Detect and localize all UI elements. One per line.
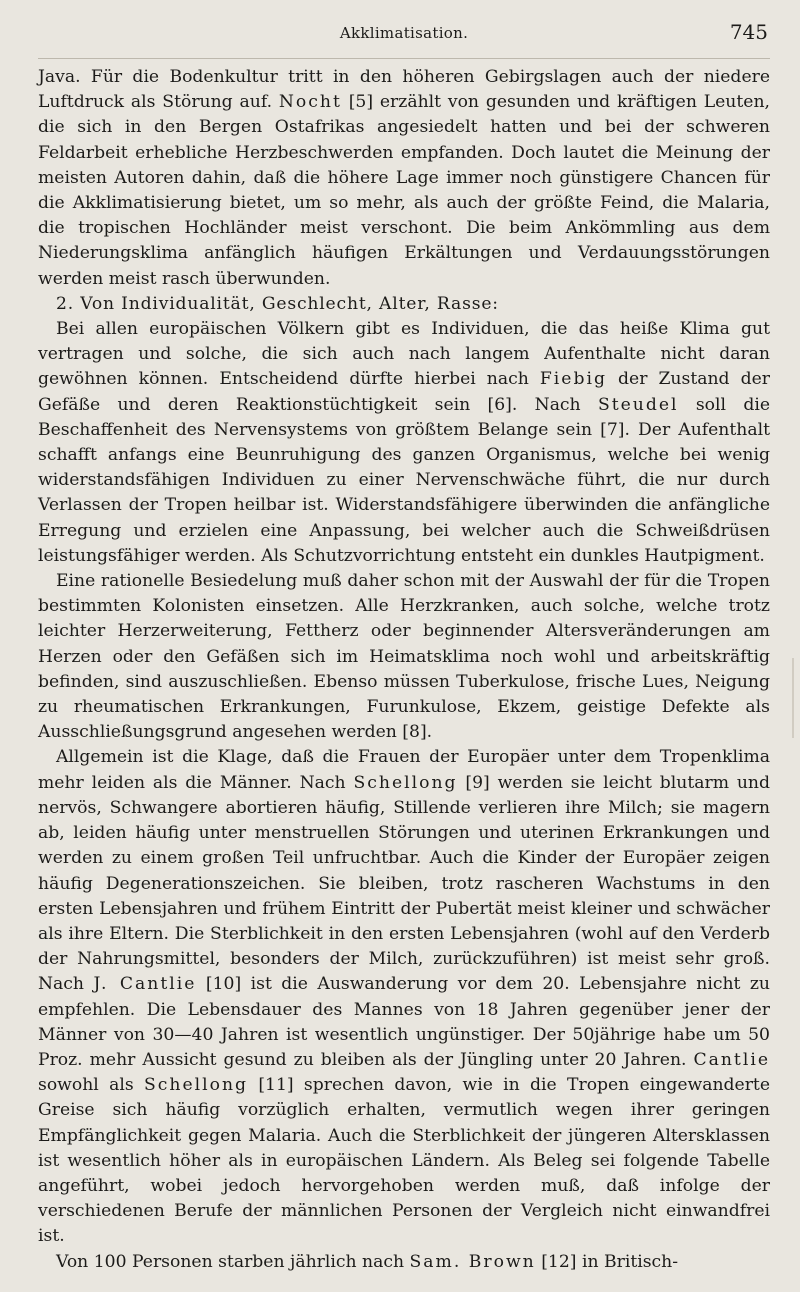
text-run: [5] erzählt von gesunden und kräftigen Leuten, die sich in den Bergen Ostafrikas angesiedelt hatten und bei der schweren Feldarbeit erhebliche Herzbeschwerden empfanden. Doch lautet die Meinung der meisten Autoren dahin, daß die höhere Lage immer noch günstigere Chancen für die Akklimatisierung bietet, um so mehr, als auch der größte Feind, die Malaria, die tropischen Hochländer meist verschont. Die beim Ankömmling aus dem Niederungsklima anfänglich häufigen Erkältungen und Verdauungsstörungen werden meist rasch überwunden.	[38, 92, 770, 289]
text-run: [12] in Britisch-	[535, 1251, 679, 1272]
book-page	[0, 18, 800, 1292]
text-run: soll die Beschaffenheit des Nervensystems von größtem Belange sein [7]. Der Aufenthalt schafft anfangs eine Beunruhigung des ganzen Organismus, welche bei wenig widerstandsfähigen Individuen zu einer Nervenschwäche führt, die nur durch Verlassen der Tropen heilbar ist. Widerstandsfähigere überwinden die anfängliche Erregung und erzielen eine Anpassung, bei welcher auch die Schweißdrüsen leistungsfähiger werden. Als Schutzvorrichtung entsteht ein dunkles Hautpigment.	[38, 394, 771, 566]
body-text	[38, 65, 770, 1275]
paragraph-colonist-selection	[38, 569, 770, 745]
text-run: [11] sprechen davon, wie in die Tropen eingewanderte Greise sich häufig vorzüglich erhalten, vermutlich wegen ihrer geringen Empfänglichkeit gegen Malaria. Auch die Sterblichkeit der jüngeren Altersklassen ist wesentlich höher als in europäischen Ländern. Als Beleg sei folgende Tabelle angeführt, wobei jedoch hervorgehoben werden muß, daß infolge der verschiedenen Berufe der männlichen Personen der Vergleich nicht einwandfrei ist.	[38, 1075, 770, 1247]
author-name: J. Cantlie	[93, 974, 197, 995]
author-name: Schellong	[143, 1075, 249, 1096]
text-run: Java. Für die Bodenkultur tritt in den höheren Gebirgslagen auch der niedere Luftdruck als Störung auf.	[38, 67, 770, 113]
page-number: 745	[729, 20, 768, 44]
paragraph-java-altitude	[38, 65, 770, 292]
running-head	[38, 18, 770, 59]
text-run: sowohl als	[38, 1075, 144, 1096]
section-heading-individuality	[38, 292, 770, 317]
text-run: Bei allen europäischen Völkern gibt es Individuen, die das heiße Klima gut vertragen und solche, die sich auch nach langem Aufenthalte nicht daran gewöhnen können. Entscheidend dürfte hierbei nach	[38, 319, 770, 390]
text-run: Eine rationelle Besiedelung muß daher schon mit der Auswahl der für die Tropen bestimmten Kolonisten einsetzen. Alle Herzkranken, auch solche, welche trotz leichter Herzerweiterung, Fettherz oder beginnender Altersveränderungen am Herzen oder den Gefäßen sich im Heimatsklima noch wohl und arbeitskräftig befinden, sind auszuschließen. Ebenso müssen Tuberkulose, frische Lues, Neigung zu rheumatischen Erkrankungen, Furunkulose, Ekzem, geistige Defekte als Ausschließungsgrund angesehen werden [8].	[38, 571, 770, 743]
author-name: Sam. Brown	[409, 1251, 536, 1272]
text-run: Allgemein ist die Klage, daß die Frauen der Europäer unter dem Tropenklima mehr leiden als die Männer. Nach	[38, 747, 770, 793]
heading-text: 2. Von Individualität, Geschlecht, Alter, Rasse:	[56, 293, 499, 314]
text-run: der Zustand der Gefäße und deren Reaktionstüchtigkeit sein [6]. Nach	[38, 369, 770, 415]
author-name: Cantlie	[693, 1049, 770, 1070]
text-run: [10] ist die Auswanderung vor dem 20. Lebensjahre nicht zu empfehlen. Die Lebensdauer des Mannes von 18 Jahren gegenüber jener der Männer von 30—40 Jahren ist wesentlich ungünstiger. Der 50jährige habe um 50 Proz. mehr Aussicht gesund zu bleiben als der Jüngling unter 20 Jahren.	[38, 974, 770, 1070]
author-name: Fiebig	[539, 369, 607, 390]
author-name: Schellong	[353, 772, 458, 793]
running-title: Akklimatisation.	[339, 24, 469, 42]
paragraph-women-children-age	[38, 745, 770, 1249]
text-run: [9] werden sie leicht blutarm und nervös, Schwangere abortieren häufig, Stillende verlieren ihre Milch; sie magern ab, leiden häufig unter menstruellen Störungen und uterinen Erkrankungen und werden zu einem großen Teil unfruchtbar. Auch die Kinder der Europäer zeigen häufig Degenerationszeichen. Sie bleiben, trotz rascheren Wachstums in den ersten Lebensjahren und frühem Eintritt der Pubertät meist kleiner und schwächer als ihre Eltern. Die Sterblichkeit in den ersten Lebensjahren (wohl auf den Verderb der Nahrungsmittel, besonders der Milch, zurückzuführen) ist meist sehr groß. Nach	[38, 772, 770, 995]
scan-edge-mark	[792, 658, 794, 738]
paragraph-mortality-table-intro	[38, 1250, 770, 1275]
text-run: Von 100 Personen starben jährlich nach	[56, 1251, 410, 1272]
author-name: Steudel	[597, 394, 679, 415]
paragraph-individual-tolerance	[38, 317, 770, 569]
author-name: Nocht	[278, 92, 342, 113]
